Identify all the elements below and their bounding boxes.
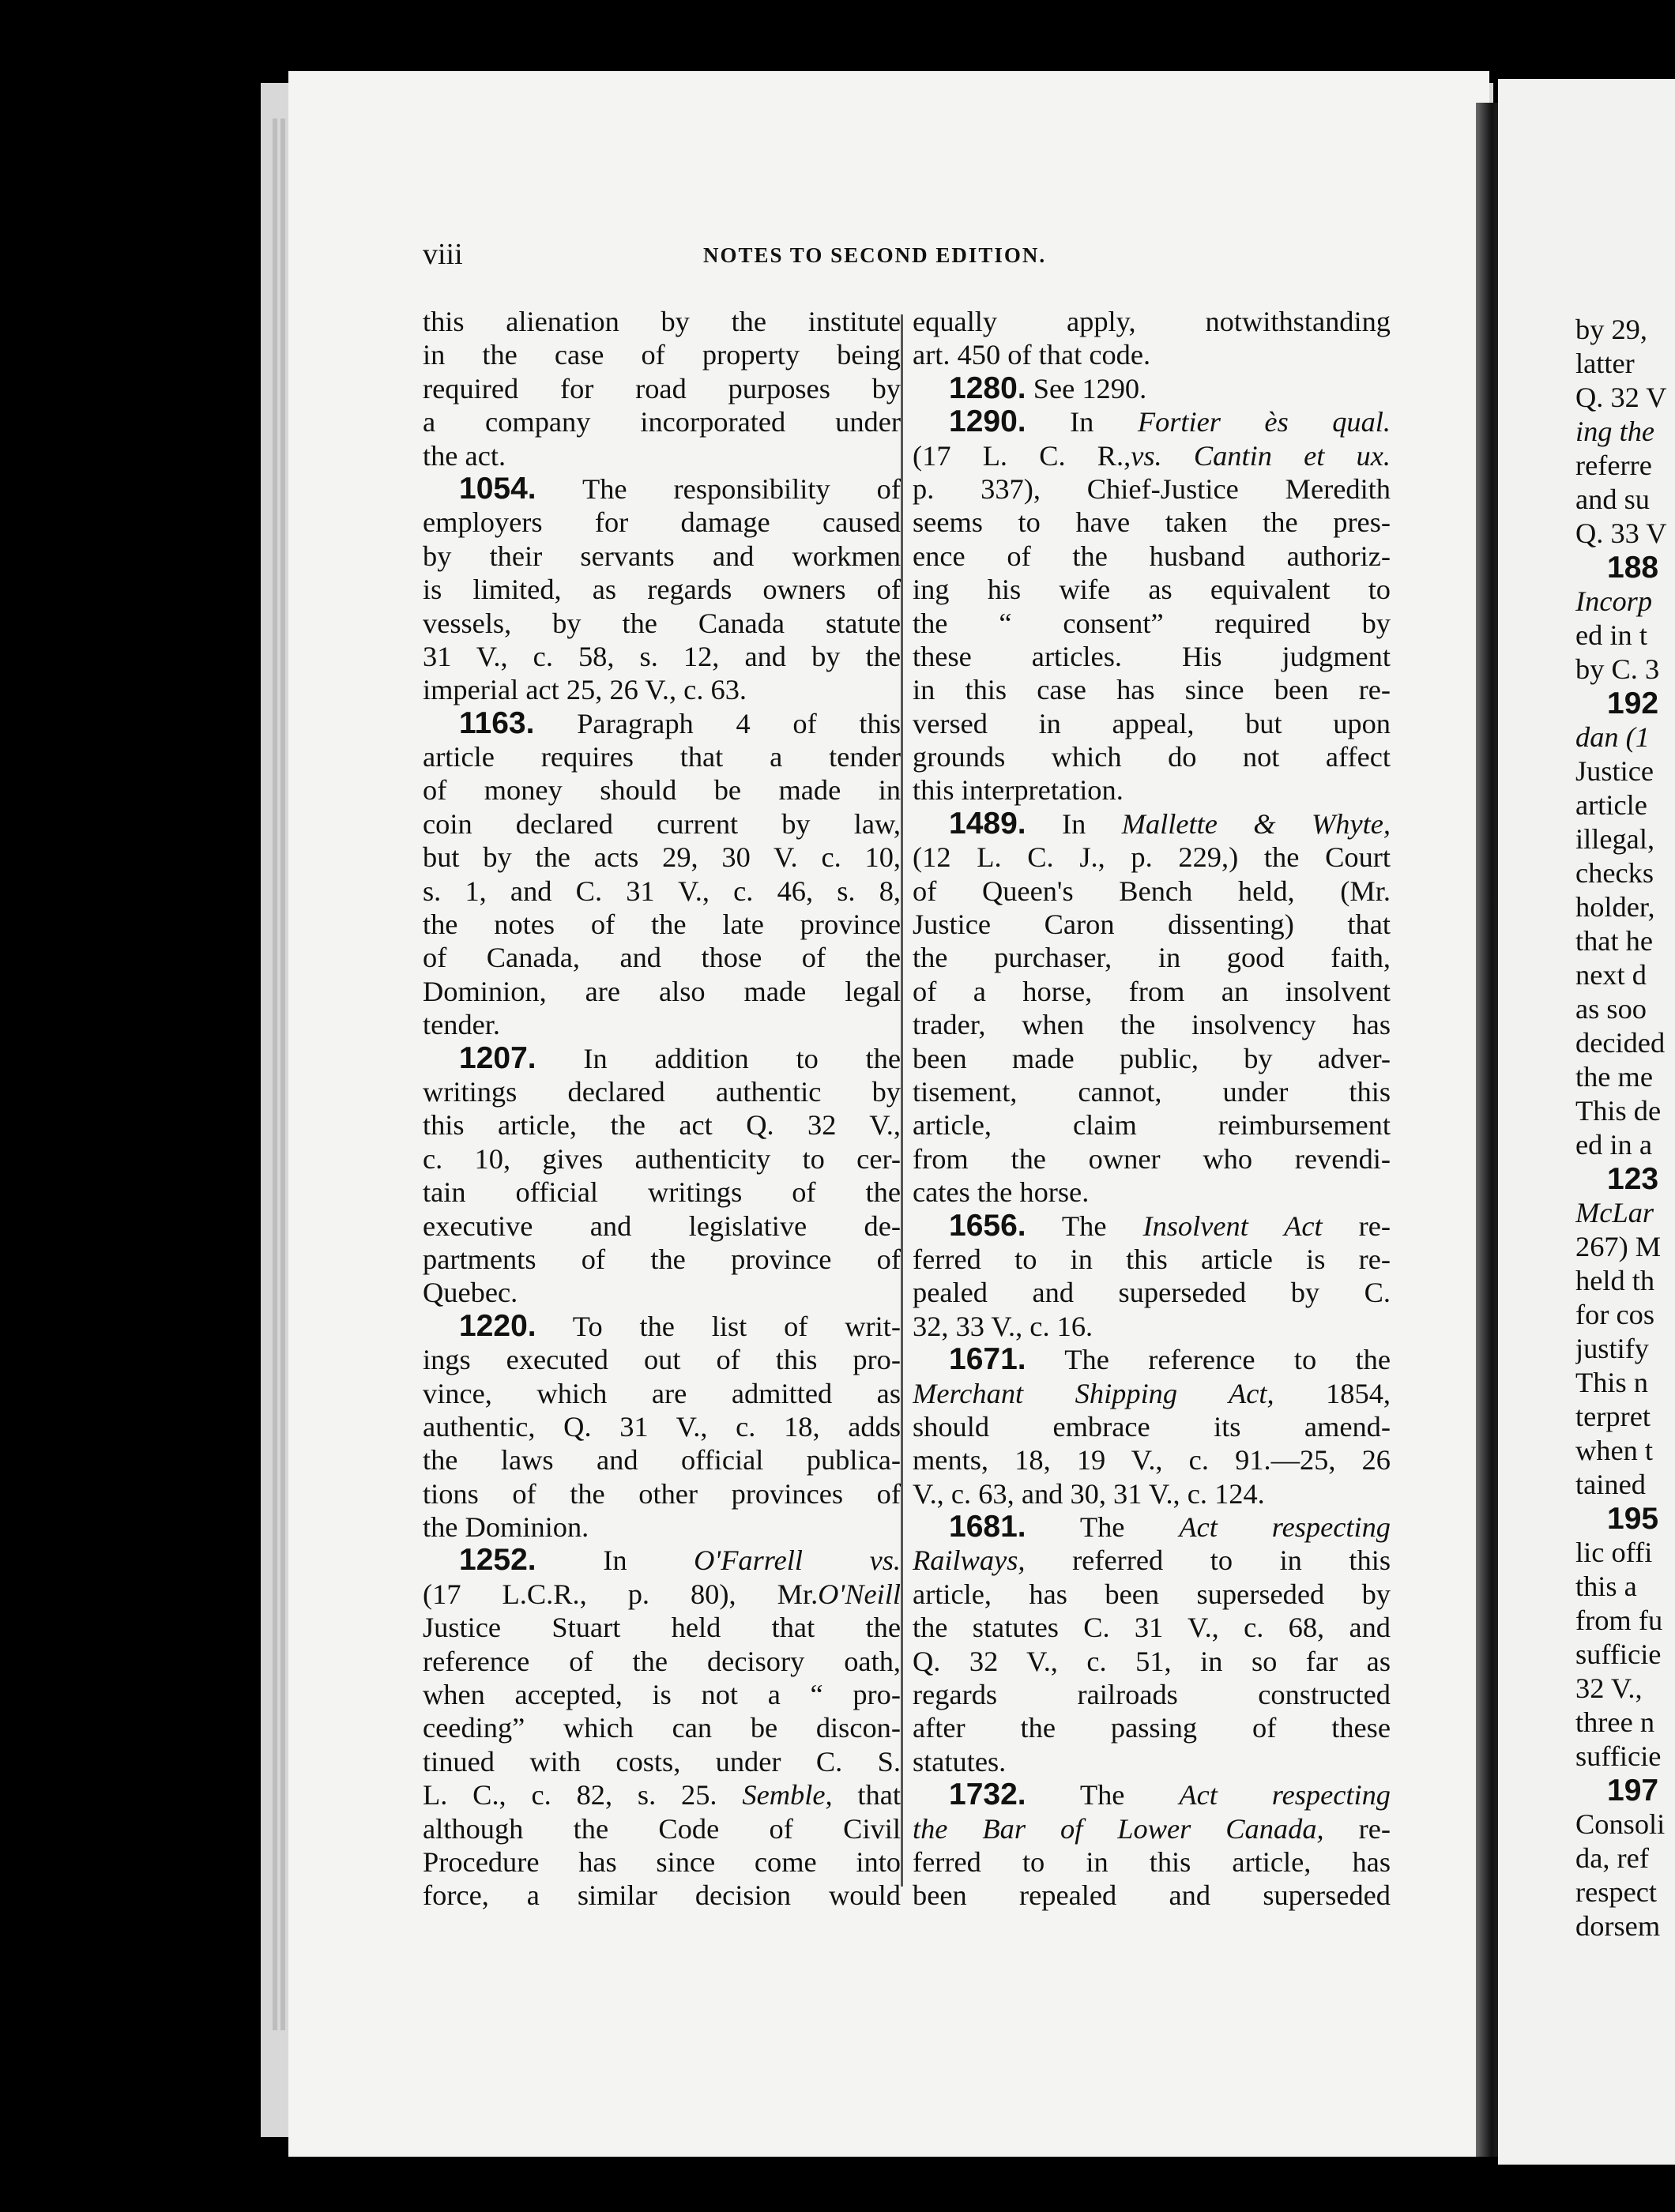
- fragment-line: article: [1575, 789, 1647, 821]
- fragment-line: this a: [1575, 1571, 1637, 1602]
- text-line: [913, 573, 1391, 606]
- line-text: employers for damage caused: [423, 506, 901, 539]
- text-line: [913, 607, 1391, 640]
- line-text: article, claim reimbursement: [913, 1109, 1391, 1142]
- fragment-line: 123: [1607, 1162, 1659, 1196]
- article-number: 1280.: [949, 371, 1026, 405]
- italic-text: Railways,: [913, 1544, 1026, 1577]
- line-text: the act.: [423, 439, 506, 472]
- text-line: [423, 1142, 901, 1176]
- article-number: 1220.: [459, 1309, 536, 1343]
- text-line: [423, 1711, 901, 1744]
- text-line: [913, 941, 1391, 974]
- text-line: [423, 472, 901, 506]
- line-text: ing his wife as equivalent to: [913, 574, 1391, 606]
- fragment-line: 188: [1607, 551, 1659, 585]
- text-line: [913, 841, 1391, 874]
- fragment-line: lic offi: [1575, 1537, 1653, 1568]
- line-text: V., c. 63, and 30, 31 V., c. 124.: [913, 1477, 1265, 1510]
- text-line: [913, 1544, 1391, 1577]
- text-line: [913, 1042, 1391, 1075]
- line-text: s. 1, and C. 31 V., c. 46, s. 8,: [423, 875, 901, 907]
- line-text: coin declared current by law,: [423, 807, 901, 840]
- text-line: [423, 607, 901, 640]
- line-text: vince, which are admitted as: [423, 1377, 901, 1409]
- text-line: [423, 1745, 901, 1778]
- page-edge: [280, 118, 285, 2030]
- fragment-line: 197: [1607, 1774, 1659, 1808]
- line-text: Dominion, are also made legal: [423, 975, 901, 1007]
- text-line: [423, 1343, 901, 1376]
- fragment-line: respect: [1575, 1876, 1658, 1908]
- line-text: imperial act 25, 26 V., c. 63.: [423, 674, 747, 706]
- line-text: re-: [1322, 1209, 1391, 1242]
- line-text: after the passing of these: [913, 1712, 1391, 1744]
- fragment-line: Q. 32 V: [1575, 382, 1667, 413]
- text-line: [423, 1443, 901, 1477]
- text-line: [423, 1778, 901, 1811]
- text-line: [913, 1276, 1391, 1309]
- line-text: article requires that a tender: [423, 741, 901, 773]
- line-text: trader, when the insolvency has: [913, 1009, 1391, 1041]
- line-text: (12 L. C. J., p. 229,) the Court: [913, 841, 1391, 874]
- line-text: In addition to the: [536, 1042, 901, 1074]
- text-line: [423, 941, 901, 974]
- text-line: [423, 773, 901, 807]
- line-text: statutes.: [913, 1745, 1007, 1778]
- text-line: [423, 1812, 901, 1845]
- line-text: referred to in this: [1025, 1544, 1391, 1577]
- line-text: The: [1026, 1779, 1180, 1811]
- fragment-line: as soo: [1575, 993, 1647, 1025]
- text-line: [423, 1578, 901, 1611]
- italic-text: Fortier ès qual.: [1137, 406, 1391, 438]
- text-line: [913, 1510, 1391, 1544]
- text-line: [423, 740, 901, 773]
- line-text: tions of the other provinces of: [423, 1477, 901, 1510]
- line-text: ferred to in this article, has: [913, 1845, 1391, 1878]
- text-line: [423, 1176, 901, 1209]
- line-text: although the Code of Civil: [423, 1812, 901, 1845]
- text-line: [913, 773, 1391, 807]
- line-text: from the owner who revendi-: [913, 1142, 1391, 1175]
- line-text: Procedure has since come into: [423, 1845, 901, 1878]
- text-line: [913, 1377, 1391, 1410]
- line-text: cates the horse.: [913, 1176, 1090, 1209]
- text-line: [423, 807, 901, 841]
- line-text: In: [536, 1544, 694, 1577]
- line-text: In: [1026, 406, 1138, 438]
- text-line: [913, 975, 1391, 1008]
- fragment-line: when t: [1575, 1435, 1654, 1466]
- text-line: [913, 740, 1391, 773]
- fragment-line: latter: [1575, 348, 1635, 379]
- line-text: tinued with costs, under C. S.: [423, 1745, 901, 1778]
- line-text: 32, 33 V., c. 16.: [913, 1310, 1093, 1342]
- article-number: 1207.: [459, 1041, 536, 1075]
- text-line: [423, 405, 901, 438]
- line-text: this alienation by the institute: [423, 306, 901, 337]
- line-text: Justice Stuart held that the: [423, 1612, 901, 1644]
- italic-text: the Bar of Lower Canada,: [913, 1812, 1324, 1845]
- text-line: [423, 1243, 901, 1276]
- line-text: of Canada, and those of the: [423, 942, 901, 974]
- fragment-line: This n: [1575, 1367, 1648, 1398]
- italic-text: Act respecting: [1179, 1779, 1391, 1811]
- text-line: [913, 1142, 1391, 1176]
- text-line: [423, 1209, 901, 1243]
- line-text: required for road purposes by: [423, 372, 901, 404]
- text-line: [913, 1812, 1391, 1845]
- text-line: [913, 1778, 1391, 1811]
- line-text: should embrace its amend-: [913, 1410, 1391, 1443]
- text-line: [423, 1008, 901, 1041]
- article-number: 1290.: [949, 405, 1026, 439]
- line-text: Paragraph 4 of this: [534, 707, 901, 739]
- fragment-line: the me: [1575, 1061, 1654, 1093]
- line-text: 31 V., c. 58, s. 12, and by the: [423, 640, 901, 672]
- text-line: [423, 640, 901, 673]
- fragment-line: decided: [1575, 1027, 1666, 1059]
- text-line: [423, 506, 901, 539]
- line-text: in this case has since been re-: [913, 674, 1391, 706]
- column-rule: [901, 314, 903, 1887]
- text-line: [423, 707, 901, 740]
- text-line: [423, 1510, 901, 1544]
- line-text: tain official writings of the: [423, 1176, 901, 1209]
- text-line: [913, 1611, 1391, 1644]
- fragment-line: Q. 33 V: [1575, 517, 1667, 549]
- running-head: NOTES TO SECOND EDITION.: [703, 243, 1047, 267]
- line-text: vessels, by the Canada statute: [423, 607, 901, 639]
- line-text: the statutes C. 31 V., c. 68, and: [913, 1612, 1391, 1644]
- fragment-line: by 29,: [1575, 314, 1647, 345]
- italic-text: O'Neill: [818, 1578, 901, 1610]
- text-line: [913, 1477, 1391, 1510]
- fragment-line: 195: [1607, 1502, 1659, 1536]
- text-line: [423, 540, 901, 573]
- line-text: of money should be made in: [423, 774, 901, 807]
- page-header: [423, 237, 1102, 284]
- italic-text: vs. Cantin et ux.: [1131, 439, 1391, 472]
- fragment-line: 267) M: [1575, 1231, 1662, 1262]
- text-line: [423, 1410, 901, 1443]
- article-number: 1163.: [459, 706, 535, 740]
- fragment-line: next d: [1575, 959, 1647, 991]
- text-line: [913, 807, 1391, 841]
- article-number: 1671.: [949, 1343, 1026, 1377]
- line-text: (17 L.C.R., p. 80), Mr.: [423, 1578, 819, 1610]
- line-text: p. 337), Chief-Justice Meredith: [913, 472, 1391, 505]
- article-number: 1681.: [949, 1510, 1026, 1544]
- text-line: [913, 707, 1391, 740]
- line-text: writings declared authentic by: [423, 1075, 901, 1108]
- italic-text: Merchant Shipping Act,: [913, 1377, 1274, 1409]
- line-text: that: [832, 1779, 901, 1811]
- text-line: [423, 305, 901, 338]
- text-line: [423, 1042, 901, 1075]
- line-text: See 1290.: [1026, 372, 1147, 404]
- line-text: ence of the husband authoriz-: [913, 540, 1391, 572]
- line-text: Quebec.: [423, 1277, 518, 1309]
- text-line: [423, 1611, 901, 1644]
- line-text: Justice Caron dissenting) that: [913, 908, 1391, 941]
- line-text: ments, 18, 19 V., c. 91.—25, 26: [913, 1444, 1391, 1477]
- text-line: [423, 875, 901, 908]
- fragment-line: for cos: [1575, 1299, 1655, 1330]
- text-line: [423, 1377, 901, 1410]
- line-text: regards railroads constructed: [913, 1679, 1391, 1711]
- line-text: this interpretation.: [913, 774, 1124, 807]
- text-line: [913, 1176, 1391, 1209]
- text-line: [423, 841, 901, 874]
- line-text: this article, the act Q. 32 V.,: [423, 1109, 901, 1142]
- fragment-line: ed in a: [1575, 1129, 1653, 1161]
- line-text: The: [1026, 1209, 1143, 1242]
- line-text: The reference to the: [1026, 1344, 1391, 1376]
- fragment-line: tained: [1575, 1469, 1646, 1500]
- line-text: by their servants and workmen: [423, 540, 901, 572]
- line-text: but by the acts 29, 30 V. c. 10,: [423, 841, 901, 874]
- text-line: [913, 1343, 1391, 1376]
- right-column: [913, 305, 1391, 1913]
- next-page-fragment: [1575, 313, 1675, 1943]
- text-line: [913, 1075, 1391, 1108]
- text-line: [913, 472, 1391, 506]
- line-text: tender.: [423, 1009, 501, 1041]
- line-text: L. C., c. 82, s. 25.: [423, 1779, 743, 1811]
- text-line: [913, 338, 1391, 371]
- line-text: To the list of writ-: [536, 1310, 901, 1342]
- line-text: partments of the province of: [423, 1243, 901, 1275]
- text-line: [423, 1310, 901, 1343]
- fragment-line: from fu: [1575, 1604, 1663, 1636]
- text-line: [913, 1410, 1391, 1443]
- text-line: [423, 1477, 901, 1510]
- line-text: pealed and superseded by C.: [913, 1277, 1391, 1309]
- fragment-line: This de: [1575, 1095, 1662, 1127]
- folio: viii: [423, 238, 463, 271]
- line-text: In: [1026, 807, 1122, 840]
- line-text: the Dominion.: [423, 1511, 589, 1544]
- text-line: [913, 1645, 1391, 1678]
- article-number: 1656.: [949, 1209, 1026, 1243]
- article-number: 1054.: [459, 472, 536, 506]
- fragment-line: and su: [1575, 483, 1650, 515]
- line-text: re-: [1323, 1812, 1391, 1845]
- fragment-line: dan (1: [1575, 721, 1650, 753]
- text-line: [423, 573, 901, 606]
- italic-text: O'Farrell vs.: [694, 1544, 901, 1577]
- text-line: [913, 1745, 1391, 1778]
- text-line: [913, 875, 1391, 908]
- text-line: [423, 338, 901, 371]
- italic-text: Insolvent Act: [1142, 1209, 1323, 1242]
- fragment-line: held th: [1575, 1265, 1655, 1296]
- text-line: [423, 1845, 901, 1879]
- line-text: The responsibility of: [536, 472, 901, 505]
- line-text: reference of the decisory oath,: [423, 1645, 901, 1677]
- fragment-line: 192: [1607, 687, 1659, 720]
- text-line: [913, 673, 1391, 706]
- fragment-line: three n: [1575, 1706, 1655, 1738]
- fragment-line: dorsem: [1575, 1910, 1661, 1942]
- text-line: [423, 439, 901, 472]
- line-text: art. 450 of that code.: [913, 339, 1151, 371]
- text-line: [423, 1075, 901, 1108]
- text-line: [913, 506, 1391, 539]
- text-line: [423, 1879, 901, 1912]
- line-text: (17 L. C. R.,: [913, 439, 1131, 472]
- line-text: the “ consent” required by: [913, 607, 1391, 639]
- line-text: the purchaser, in good faith,: [913, 942, 1391, 974]
- fragment-line: Incorp: [1575, 585, 1653, 617]
- fragment-line: sufficie: [1575, 1740, 1662, 1772]
- line-text: ceeding” which can be discon-: [423, 1712, 901, 1744]
- text-line: [913, 640, 1391, 673]
- fragment-line: McLar: [1575, 1197, 1654, 1228]
- text-line: [423, 372, 901, 405]
- line-text: a company incorporated under: [423, 406, 901, 438]
- line-text: 1854,: [1274, 1377, 1391, 1409]
- text-line: [913, 1678, 1391, 1711]
- line-text: The: [1026, 1511, 1180, 1544]
- line-text: Q. 32 V., c. 51, in so far as: [913, 1645, 1391, 1677]
- fragment-line: sufficie: [1575, 1638, 1662, 1670]
- line-text: of Queen's Bench held, (Mr.: [913, 875, 1391, 907]
- line-text: authentic, Q. 31 V., c. 18, adds: [423, 1410, 901, 1443]
- line-text: when accepted, is not a “ pro-: [423, 1679, 901, 1711]
- line-text: is limited, as regards owners of: [423, 574, 901, 606]
- italic-text: Semble,: [742, 1779, 833, 1811]
- fragment-line: Justice: [1575, 755, 1654, 787]
- text-line: [423, 975, 901, 1008]
- fragment-line: da, ref: [1575, 1842, 1649, 1874]
- line-text: c. 10, gives authenticity to cer-: [423, 1142, 901, 1175]
- text-line: [913, 1243, 1391, 1276]
- line-text: executive and legislative de-: [423, 1209, 901, 1242]
- line-text: in the case of property being: [423, 339, 901, 371]
- text-line: [423, 1108, 901, 1142]
- line-text: equally apply, notwithstanding: [913, 306, 1391, 337]
- text-line: [423, 908, 901, 941]
- text-line: [913, 1008, 1391, 1041]
- text-line: [913, 1845, 1391, 1879]
- fragment-line: by C. 3: [1575, 653, 1660, 685]
- line-text: tisement, cannot, under this: [913, 1075, 1391, 1108]
- text-line: [423, 673, 901, 706]
- text-line: [423, 1645, 901, 1678]
- italic-text: Act respecting: [1179, 1511, 1391, 1544]
- line-text: of a horse, from an insolvent: [913, 975, 1391, 1007]
- text-line: [913, 1711, 1391, 1744]
- line-text: seems to have taken the pres-: [913, 506, 1391, 539]
- line-text: ferred to in this article is re-: [913, 1243, 1391, 1275]
- line-text: these articles. His judgment: [913, 640, 1391, 672]
- text-line: [423, 1678, 901, 1711]
- fragment-line: 32 V.,: [1575, 1672, 1643, 1704]
- page-edge: [273, 118, 277, 2030]
- line-text: been repealed and superseded: [913, 1879, 1391, 1912]
- text-line: [913, 1879, 1391, 1912]
- text-line: [913, 1108, 1391, 1142]
- text-line: [913, 540, 1391, 573]
- text-line: [913, 1443, 1391, 1477]
- article-number: 1252.: [459, 1544, 536, 1578]
- fragment-line: justify: [1575, 1333, 1650, 1364]
- article-number: 1489.: [949, 807, 1026, 841]
- line-text: grounds which do not affect: [913, 741, 1391, 773]
- left-column: [423, 305, 901, 1913]
- fragment-line: illegal,: [1575, 823, 1655, 855]
- text-line: [913, 372, 1391, 405]
- text-line: [913, 439, 1391, 472]
- fragment-line: that he: [1575, 925, 1654, 957]
- text-line: [913, 1209, 1391, 1243]
- text-line: [913, 1310, 1391, 1343]
- fragment-line: holder,: [1575, 891, 1655, 923]
- line-text: article, has been superseded by: [913, 1578, 1391, 1610]
- line-text: versed in appeal, but upon: [913, 707, 1391, 739]
- article-number: 1732.: [949, 1778, 1026, 1812]
- line-text: the laws and official publica-: [423, 1444, 901, 1477]
- line-text: ings executed out of this pro-: [423, 1344, 901, 1376]
- text-line: [913, 305, 1391, 338]
- fragment-line: ed in t: [1575, 619, 1647, 651]
- text-line: [913, 1578, 1391, 1611]
- fragment-line: ing the: [1575, 416, 1655, 447]
- fragment-line: checks: [1575, 857, 1654, 889]
- text-line: [913, 405, 1391, 438]
- text-line: [423, 1276, 901, 1309]
- text-line: [913, 908, 1391, 941]
- fragment-line: referre: [1575, 450, 1652, 481]
- fragment-line: Consoli: [1575, 1808, 1666, 1840]
- line-text: been made public, by adver-: [913, 1042, 1391, 1074]
- italic-text: Mallette & Whyte,: [1121, 807, 1391, 840]
- text-line: [423, 1544, 901, 1577]
- fragment-line: terpret: [1575, 1401, 1651, 1432]
- line-text: the notes of the late province: [423, 908, 901, 941]
- line-text: force, a similar decision would: [423, 1879, 901, 1912]
